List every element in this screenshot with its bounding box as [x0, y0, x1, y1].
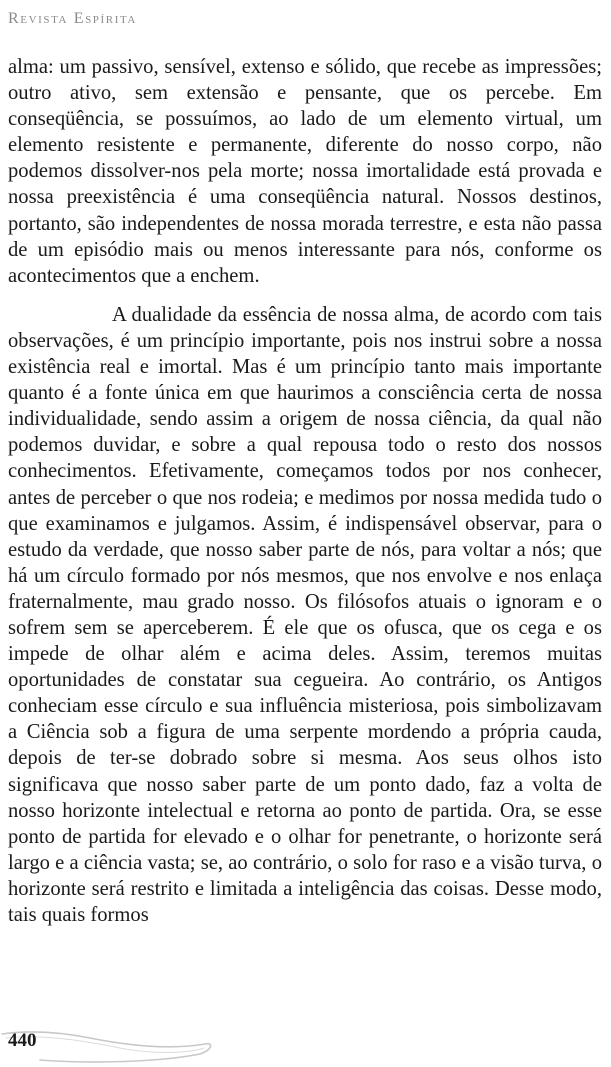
page-number: 440 [8, 1030, 37, 1051]
body-text [8, 54, 602, 928]
paragraph-2: A dualidade da essência de nossa alma, de acordo com tais observações, é um princípio importante, pois nos instrui sobre a nossa existência real e imortal. Mas é um princípio tanto mais importante quanto é a fonte única em que haurimos a consciência certa de nossa individualidade, sendo assim a origem de nossa ciência, da qual não podemos duvidar, e sobre a qual repousa todo o resto dos nossos conhecimentos. Efetivamente, começamos todos por nos conhecer, antes de perceber o que nos rodeia; e medimos por nossa medida tudo o que examinamos e julgamos. Assim, é indispensável observar, para o estudo da verdade, que nosso saber parte de nós, para voltar a nós; que há um círculo formado por nós mesmos, que nos envolve e nos enlaça fraternalmente, mau grado nosso. Os filósofos atuais o ignoram e o sofrem sem se aperceberem. É ele que os ofusca, que os cega e os impede de olhar além e acima deles. Assim, teremos muitas oportunidades de constatar sua cegueira. Ao contrário, os Antigos conheciam esse círculo e sua influência misteriosa, pois simbolizavam a Ciência sob a figura de uma serpente mordendo a própria cauda, depois de ter-se dobrado sobre si mesma. Aos seus olhos isto significava que nosso saber parte de um ponto dado, faz a volta de nosso horizonte intelectual e retorna ao ponto de partida. Ora, se esse ponto de partida for elevado e o olhar for penetrante, o horizonte será largo e a ciência vasta; se, ao contrário, o solo for raso e a visão turva, o horizonte será restrito e limitada a inteligência das coisas. Desse modo, tais quais formos [8, 303, 602, 926]
paragraph-1: alma: um passivo, sensível, extenso e sólido, que recebe as impressões; outro ativo, sem extensão e pensante, que os percebe. Em conseqüência, se possuímos, ao lado de um elemento virtual, um elemento resistente e permanente, diferente do nosso corpo, não podemos dissolver-nos pela morte; nossa imortalidade está provada e nossa preexistência é uma conseqüência natural. Nossos destinos, portanto, são independentes de nossa morada terrestre, e esta não passa de um episódio mais ou menos interessante para nós, conforme os acontecimentos que a enchem. [8, 56, 602, 287]
running-header: Revista Espírita [8, 10, 137, 27]
